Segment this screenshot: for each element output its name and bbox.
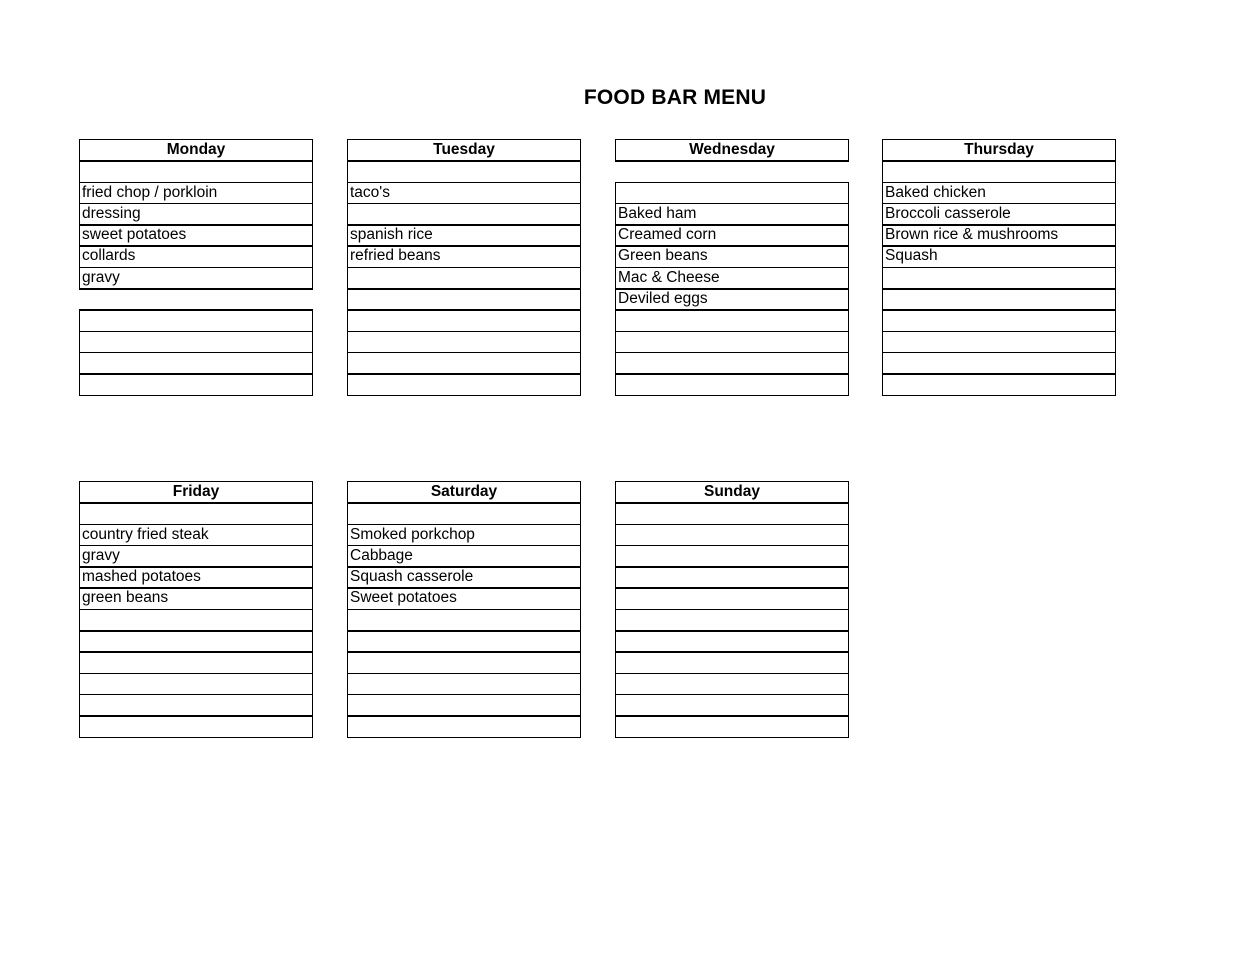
menu-cell xyxy=(615,524,849,547)
day-table-saturday xyxy=(347,481,581,738)
menu-cell xyxy=(347,630,581,653)
menu-cell xyxy=(882,267,1116,290)
menu-cell xyxy=(347,694,581,717)
menu-cell xyxy=(615,352,849,375)
menu-cell: taco's xyxy=(347,182,581,205)
menu-cell xyxy=(615,502,849,525)
menu-cell xyxy=(347,673,581,696)
day-header: Monday xyxy=(79,139,313,162)
menu-cell xyxy=(615,309,849,332)
day-table-sunday xyxy=(615,481,849,738)
menu-cell xyxy=(79,309,313,332)
menu-cell xyxy=(615,160,849,183)
menu-cell xyxy=(347,203,581,226)
day-header: Saturday xyxy=(347,481,581,504)
menu-cell: Smoked porkchop xyxy=(347,524,581,547)
menu-cell xyxy=(79,331,313,354)
day-header: Friday xyxy=(79,481,313,504)
menu-cell xyxy=(347,267,581,290)
menu-cell xyxy=(347,651,581,674)
menu-cell: fried chop / porkloin xyxy=(79,182,313,205)
menu-cell xyxy=(79,352,313,375)
menu-cell xyxy=(347,288,581,311)
page-title: FOOD BAR MENU xyxy=(583,86,767,109)
menu-cell xyxy=(79,673,313,696)
menu-cell xyxy=(882,352,1116,375)
menu-cell xyxy=(347,309,581,332)
menu-cell: gravy xyxy=(79,267,313,290)
menu-cell: Sweet potatoes xyxy=(347,587,581,610)
day-header: Wednesday xyxy=(615,139,849,162)
menu-cell xyxy=(882,309,1116,332)
day-table-tuesday xyxy=(347,139,581,396)
day-table-thursday xyxy=(882,139,1116,396)
menu-cell xyxy=(347,502,581,525)
menu-cell: Creamed corn xyxy=(615,224,849,247)
menu-cell xyxy=(79,630,313,653)
menu-cell xyxy=(615,182,849,205)
menu-cell xyxy=(79,502,313,525)
day-table-wednesday xyxy=(615,139,849,396)
menu-cell xyxy=(615,587,849,610)
menu-cell xyxy=(615,651,849,674)
day-header: Sunday xyxy=(615,481,849,504)
menu-cell: refried beans xyxy=(347,245,581,268)
menu-cell xyxy=(882,373,1116,396)
menu-cell xyxy=(79,373,313,396)
menu-cell xyxy=(615,609,849,632)
day-header: Tuesday xyxy=(347,139,581,162)
menu-cell: country fried steak xyxy=(79,524,313,547)
menu-cell: green beans xyxy=(79,587,313,610)
menu-cell: dressing xyxy=(79,203,313,226)
menu-cell: mashed potatoes xyxy=(79,566,313,589)
menu-cell: Squash casserole xyxy=(347,566,581,589)
menu-cell: Squash xyxy=(882,245,1116,268)
menu-cell xyxy=(347,160,581,183)
menu-cell: Brown rice & mushrooms xyxy=(882,224,1116,247)
menu-cell: Mac & Cheese xyxy=(615,267,849,290)
menu-cell xyxy=(615,331,849,354)
menu-cell xyxy=(882,288,1116,311)
day-header: Thursday xyxy=(882,139,1116,162)
menu-cell xyxy=(79,160,313,183)
menu-cell xyxy=(615,373,849,396)
menu-cell: Baked chicken xyxy=(882,182,1116,205)
menu-cell xyxy=(79,288,313,311)
menu-cell xyxy=(882,331,1116,354)
menu-cell: collards xyxy=(79,245,313,268)
day-table-friday xyxy=(79,481,313,738)
menu-cell: gravy xyxy=(79,545,313,568)
menu-cell: Deviled eggs xyxy=(615,288,849,311)
menu-cell xyxy=(79,715,313,738)
menu-cell xyxy=(347,609,581,632)
menu-cell xyxy=(615,545,849,568)
menu-cell: Green beans xyxy=(615,245,849,268)
menu-cell: Cabbage xyxy=(347,545,581,568)
menu-cell xyxy=(347,331,581,354)
menu-cell xyxy=(79,651,313,674)
menu-cell xyxy=(882,160,1116,183)
menu-cell: Baked ham xyxy=(615,203,849,226)
menu-cell xyxy=(615,673,849,696)
menu-cell xyxy=(347,352,581,375)
menu-cell: spanish rice xyxy=(347,224,581,247)
menu-cell: Broccoli casserole xyxy=(882,203,1116,226)
menu-cell xyxy=(79,609,313,632)
day-table-monday xyxy=(79,139,313,396)
menu-cell xyxy=(347,715,581,738)
menu-cell xyxy=(79,694,313,717)
menu-cell xyxy=(615,630,849,653)
menu-cell xyxy=(615,694,849,717)
menu-cell xyxy=(615,566,849,589)
menu-cell xyxy=(615,715,849,738)
menu-cell: sweet potatoes xyxy=(79,224,313,247)
menu-cell xyxy=(347,373,581,396)
